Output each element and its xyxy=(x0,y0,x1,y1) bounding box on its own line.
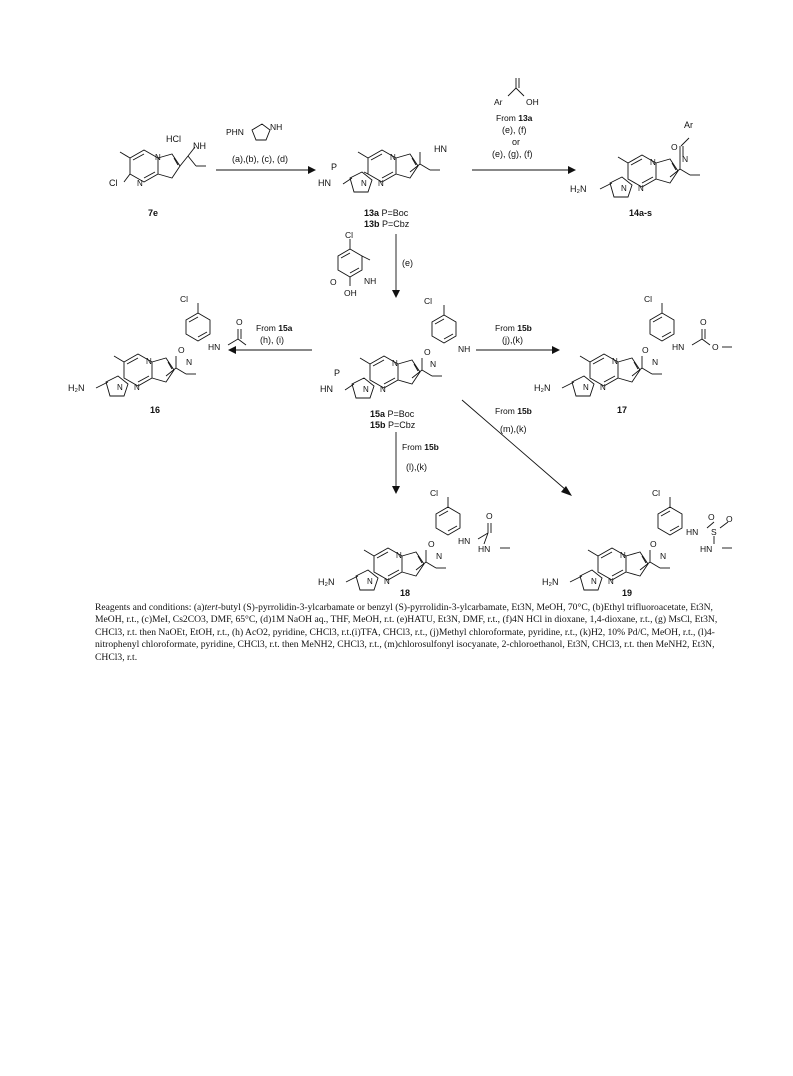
arrow-15-to-17 xyxy=(476,323,560,354)
label-n: N xyxy=(638,184,644,193)
label-amine: NH xyxy=(193,141,206,151)
label-n: N xyxy=(583,383,589,392)
label-hn: HN xyxy=(700,544,713,554)
arrow-7e-to-13 xyxy=(216,122,316,174)
reagent-amine: PHN xyxy=(226,127,244,137)
compound-id: 15b P=Cbz xyxy=(370,420,416,430)
label-o: O xyxy=(712,342,719,352)
conditions: (e), (g), (f) xyxy=(492,149,533,159)
label-n: N xyxy=(146,357,152,366)
label-cl: Cl xyxy=(644,294,653,304)
label-h2n: H₂N xyxy=(318,577,335,587)
label-from: From 15b xyxy=(495,323,532,333)
caption-italic-tert: tert xyxy=(204,602,218,613)
conditions: (h), (i) xyxy=(260,335,284,345)
reagent-nh: NH xyxy=(364,276,377,286)
label-o: O xyxy=(424,347,431,357)
compound-id: 13a P=Boc xyxy=(364,208,409,218)
label-from: From 13a xyxy=(496,113,533,123)
label-n: N xyxy=(186,357,193,367)
conditions: (e) xyxy=(402,258,413,268)
label-s: S xyxy=(711,527,717,537)
label-n: N xyxy=(155,153,161,162)
label-hn: HN xyxy=(672,342,685,352)
label-h2n: H₂N xyxy=(570,184,587,194)
label-n: N xyxy=(600,383,606,392)
label-n: N xyxy=(392,359,398,368)
compound-id: 13b P=Cbz xyxy=(364,219,410,229)
label-n: N xyxy=(650,158,656,167)
reagent-acid: Ar xyxy=(494,97,503,107)
label-ar: Ar xyxy=(684,120,693,130)
label-o: O xyxy=(671,142,678,152)
compound-14 xyxy=(570,120,700,218)
label-n: N xyxy=(682,154,689,164)
label-from: From 15b xyxy=(495,406,532,416)
label-cl: Cl xyxy=(652,488,661,498)
reagent-amine: NH xyxy=(270,122,283,132)
label-from: From 15b xyxy=(402,442,439,452)
label-n: N xyxy=(367,577,373,586)
label-o: O xyxy=(642,345,649,355)
arrow-15-to-19 xyxy=(462,400,572,496)
arrow-13-to-14 xyxy=(472,78,576,174)
label-p: P xyxy=(331,162,338,172)
caption-lead: Reagents and conditions: (a) xyxy=(95,602,205,613)
label-hn-methyl: HN xyxy=(434,144,447,154)
conditions: (e), (f) xyxy=(502,125,527,135)
compound-19 xyxy=(542,488,733,598)
compound-id: 19 xyxy=(622,588,633,598)
label-o: O xyxy=(708,512,715,522)
label-n: N xyxy=(591,577,597,586)
label-n: N xyxy=(660,551,667,561)
label-n: N xyxy=(390,153,396,162)
arrow-15-to-18 xyxy=(392,432,439,494)
reagents-caption xyxy=(95,602,735,664)
label-o: O xyxy=(726,514,733,524)
compound-15 xyxy=(320,296,470,430)
label-n: N xyxy=(380,385,386,394)
label-from: From 15a xyxy=(256,323,293,333)
label-hn: HN xyxy=(686,527,699,537)
label-o: O xyxy=(700,317,707,327)
label-n: N xyxy=(134,383,140,392)
label-o: O xyxy=(486,511,493,521)
label-cl: Cl xyxy=(180,294,189,304)
label-h2n: H₂N xyxy=(68,383,85,393)
label-p: P xyxy=(334,368,341,378)
label-hn: HN xyxy=(320,384,333,394)
compound-id: 7e xyxy=(148,208,159,218)
compound-id: 14a-s xyxy=(629,208,653,218)
conditions: (j),(k) xyxy=(502,335,523,345)
arrow-13-to-15 xyxy=(330,230,413,298)
compound-id: 17 xyxy=(617,405,628,415)
label-n: N xyxy=(436,551,443,561)
label-n: N xyxy=(363,385,369,394)
label-n: N xyxy=(378,179,384,188)
compound-id: 15a P=Boc xyxy=(370,409,415,419)
compound-id: 18 xyxy=(400,588,411,598)
compound-id: 16 xyxy=(150,405,161,415)
label-chloro: Cl xyxy=(109,178,118,188)
label-hn: HN xyxy=(458,536,471,546)
compound-7e xyxy=(109,134,206,218)
label-n: N xyxy=(620,551,626,560)
label-o: O xyxy=(428,539,435,549)
caption-body: -butyl (S)-pyrrolidin-3-ylcarbamate or benzyl (S)-pyrrolidin-3-ylcarbamate, Et3N, MeOH, 70°C, (b)Ethyl trifluoroacetate, Et3N, MeOH, r.t., (c)MeI, Cs2CO3, DMF, 65°C, (d)1M NaOH aq., THF, MeOH, r.t. (e)HATU, Et3N, DMF, r.t., (f)4N HCl in dioxane, 1,4-dioxane, r.t., (g) MsCl, Et3N, CHCl3, r.t. then NaOEt, EtOH, r.t., (h) AcO2, pyridine, CHCl3, r.t.(i)TFA, CHCl3, r.t., (j)Methyl chloroformate, pyridine, r.t., (k)H2, 10% Pd/C, MeOH, r.t., (l)4-nitrophenyl chloroformate, pyridine, CHCl3, r.t. then MeNH2, CHCl3, r.t., (m)chlorosulfonyl isocyanate, 2-chloroethanol, Et3N, CHCl3, r.t. then MeNH2, Et3N, CHCl3, r.t. xyxy=(95,602,718,663)
label-o: O xyxy=(650,539,657,549)
label-n: N xyxy=(384,577,390,586)
label-n: N xyxy=(396,551,402,560)
label-nh2: NH xyxy=(458,344,471,354)
label-n: N xyxy=(612,357,618,366)
conditions: (a),(b), (c), (d) xyxy=(232,154,288,164)
label-or: or xyxy=(512,137,521,147)
compound-17 xyxy=(534,294,732,415)
label-n: N xyxy=(621,184,627,193)
reagent-oh: OH xyxy=(344,288,357,298)
label-n: N xyxy=(117,383,123,392)
label-o: O xyxy=(236,317,243,327)
compound-13 xyxy=(318,144,447,229)
label-hn: HN xyxy=(478,544,491,554)
conditions: (m),(k) xyxy=(500,424,527,434)
label-cl: Cl xyxy=(424,296,433,306)
label-hn: HN xyxy=(208,342,221,352)
reagent-o: O xyxy=(330,277,337,287)
compound-16 xyxy=(68,294,246,415)
label-cl: Cl xyxy=(430,488,439,498)
label-n: N xyxy=(361,179,367,188)
compound-18 xyxy=(318,488,510,598)
label-n: N xyxy=(430,359,437,369)
label-h2n: H₂N xyxy=(534,383,551,393)
label-n: N xyxy=(652,357,659,367)
label-o: O xyxy=(178,345,185,355)
label-hcl: HCl xyxy=(166,134,181,144)
label-n: N xyxy=(608,577,614,586)
label-n: N xyxy=(137,179,143,188)
label-h2n: H₂N xyxy=(542,577,559,587)
reagent-cl: Cl xyxy=(345,230,354,240)
reagent-acid: OH xyxy=(526,97,539,107)
conditions: (l),(k) xyxy=(406,462,427,472)
label-hn: HN xyxy=(318,178,331,188)
